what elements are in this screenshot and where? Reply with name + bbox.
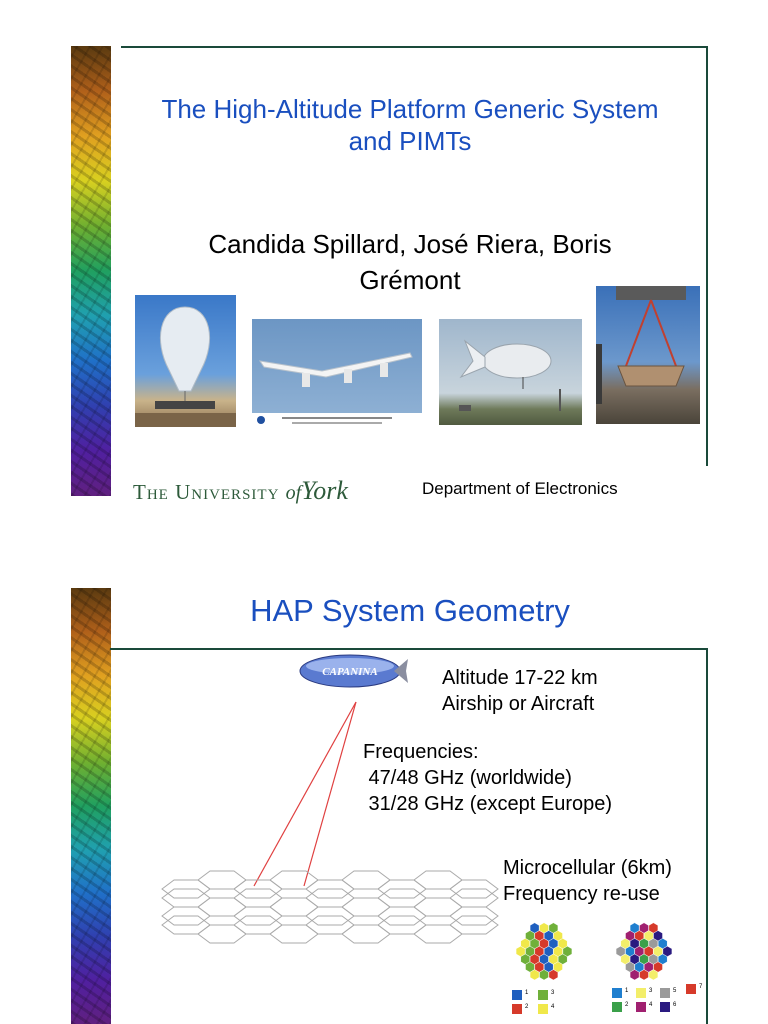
- hex-cell: [198, 898, 246, 916]
- capanina-airship: [298, 651, 410, 691]
- reuse-legend-7: 1 2 3 4 5 6 7: [612, 984, 708, 1018]
- hex-cell: [270, 871, 318, 889]
- logo-of: of: [285, 482, 302, 504]
- hex-cell: [198, 925, 246, 943]
- beam-line-right: [304, 702, 356, 886]
- hex-cell: [270, 925, 318, 943]
- hex-cell: [198, 871, 246, 889]
- department-label: Department of Electronics: [422, 479, 618, 498]
- coverage-diagram: [150, 690, 510, 980]
- microcellular-line-2: Frequency re-use: [503, 883, 660, 905]
- logo-university: The University: [133, 480, 280, 504]
- hex-cell: [414, 925, 462, 943]
- slide-2-frame-right: [706, 648, 708, 1024]
- reuse-cluster-4: [508, 918, 580, 988]
- authors-line-2: Grémont: [359, 265, 461, 295]
- altitude-line-1: Altitude 17-22 km: [442, 667, 598, 689]
- frequency-line-2: 31/28 GHz (except Europe): [363, 793, 613, 815]
- reuse-cluster-7: [608, 918, 680, 988]
- frequency-line-1: 47/48 GHz (worldwide): [363, 767, 572, 789]
- reuse-legend-4: 1 2 3 4: [512, 990, 572, 1020]
- beam-line-left: [254, 702, 356, 886]
- slide-2-frame-top: [110, 648, 708, 650]
- airship-label: CAPANINA: [322, 666, 378, 678]
- rainbow-sidebar-2: [71, 588, 111, 1024]
- microcellular-line-1: Microcellular (6km): [503, 857, 672, 879]
- frequencies-heading: Frequencies:: [363, 741, 479, 763]
- altitude-line-2: Airship or Aircraft: [442, 693, 595, 715]
- hex-cell: [342, 871, 390, 889]
- hex-cell: [414, 871, 462, 889]
- title-line-1: The High-Altitude Platform Generic System: [161, 94, 659, 124]
- slide-2-title: HAP System Geometry: [250, 593, 570, 628]
- hex-cell: [414, 898, 462, 916]
- hex-cell: [342, 898, 390, 916]
- hex-cell: [342, 925, 390, 943]
- hex-grid: [162, 871, 498, 943]
- hex-cell: [270, 898, 318, 916]
- authors-line-1: Candida Spillard, José Riera, Boris: [208, 229, 612, 259]
- title-line-2: and PIMTs: [348, 126, 472, 156]
- logo-york: York: [301, 476, 348, 505]
